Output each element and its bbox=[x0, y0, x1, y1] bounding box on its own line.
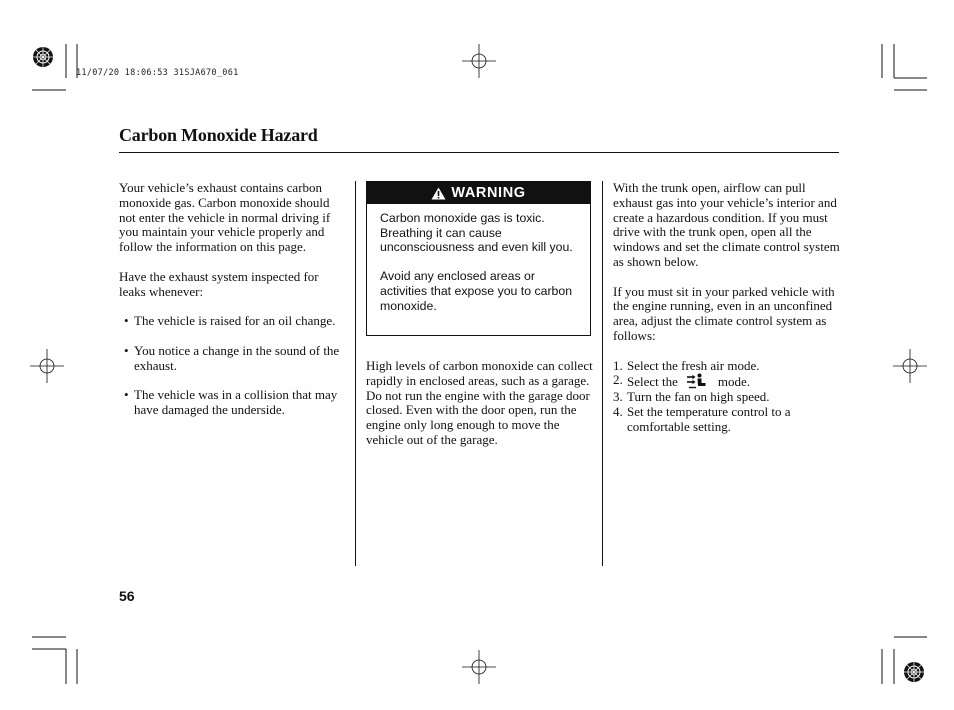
section-title: Carbon Monoxide Hazard bbox=[119, 125, 318, 145]
warning-header bbox=[367, 182, 590, 204]
column-divider-right bbox=[602, 181, 603, 566]
step-number: 3. bbox=[613, 389, 623, 405]
list-item bbox=[613, 359, 841, 374]
warning-body bbox=[367, 204, 590, 313]
column-middle bbox=[366, 359, 594, 463]
step-text: Turn the fan on high speed. bbox=[627, 389, 770, 405]
inspection-bullet-list bbox=[119, 314, 347, 418]
step-text: Set the temperature control to a comfortable setting. bbox=[627, 403, 791, 434]
vent-mode-icon bbox=[686, 373, 708, 389]
garage-paragraph: High levels of carbon monoxide can collect rapidly in enclosed areas, such as a garage. Do not run the engine with the garage door closed. Even with the door open, run the engine only long enough to move the vehicle out of the garage. bbox=[366, 358, 593, 447]
step-number: 4. bbox=[613, 403, 623, 419]
list-item bbox=[613, 405, 841, 435]
parked-paragraph: If you must sit in your parked vehicle with the engine running, even in an unconfined area, adjust the climate control system as follows: bbox=[613, 283, 835, 343]
registration-crosshair-right bbox=[893, 349, 927, 383]
column-divider-left bbox=[355, 181, 356, 566]
registration-starburst-top-left bbox=[31, 45, 55, 69]
column-left bbox=[119, 181, 347, 433]
print-timestamp: 11/07/20 18:06:53 31SJA670_061 bbox=[76, 68, 239, 78]
warning-text: Carbon monoxide gas is toxic. Breathing it can cause unconsciousness and even kill you. bbox=[380, 211, 573, 255]
trunk-paragraph: With the trunk open, airflow can pull exhaust gas into your vehicle’s interior and create a hazardous condition. If you must drive with the trunk open, open all the windows and set the climate control system as shown below. bbox=[613, 180, 840, 269]
step-text: mode. bbox=[717, 374, 751, 390]
warning-box bbox=[366, 181, 591, 336]
warning-triangle-icon bbox=[431, 187, 446, 200]
step-number: 2. bbox=[613, 372, 623, 388]
registration-crosshair-top bbox=[462, 44, 496, 78]
list-item: • You notice a change in the sound of the exhaust. bbox=[119, 344, 347, 374]
registration-crosshair-left bbox=[30, 349, 64, 383]
title-divider bbox=[119, 152, 839, 153]
page-number: 56 bbox=[119, 588, 135, 604]
warning-label: WARNING bbox=[451, 185, 526, 201]
warning-text: Avoid any enclosed areas or activities that expose you to carbon monoxide. bbox=[380, 269, 573, 313]
climate-steps-list bbox=[613, 359, 841, 435]
list-item: • The vehicle was in a collision that may have damaged the underside. bbox=[119, 388, 347, 418]
registration-starburst-bottom-right bbox=[902, 660, 926, 684]
list-item bbox=[613, 390, 841, 405]
step-text: Select the fresh air mode. bbox=[627, 357, 760, 373]
list-item bbox=[613, 373, 841, 390]
step-number: 1. bbox=[613, 357, 623, 373]
list-item: • The vehicle is raised for an oil change. bbox=[119, 314, 347, 329]
step-text: Select the bbox=[627, 374, 678, 390]
column-right bbox=[613, 181, 841, 435]
intro-paragraph: Your vehicle’s exhaust contains carbon monoxide gas. Carbon monoxide should not enter the vehicle in normal driving if you maintain your vehicle properly and follow the information on this page. bbox=[119, 180, 331, 255]
registration-crosshair-bottom bbox=[462, 650, 496, 684]
inspect-paragraph: Have the exhaust system inspected for leaks whenever: bbox=[119, 268, 319, 299]
